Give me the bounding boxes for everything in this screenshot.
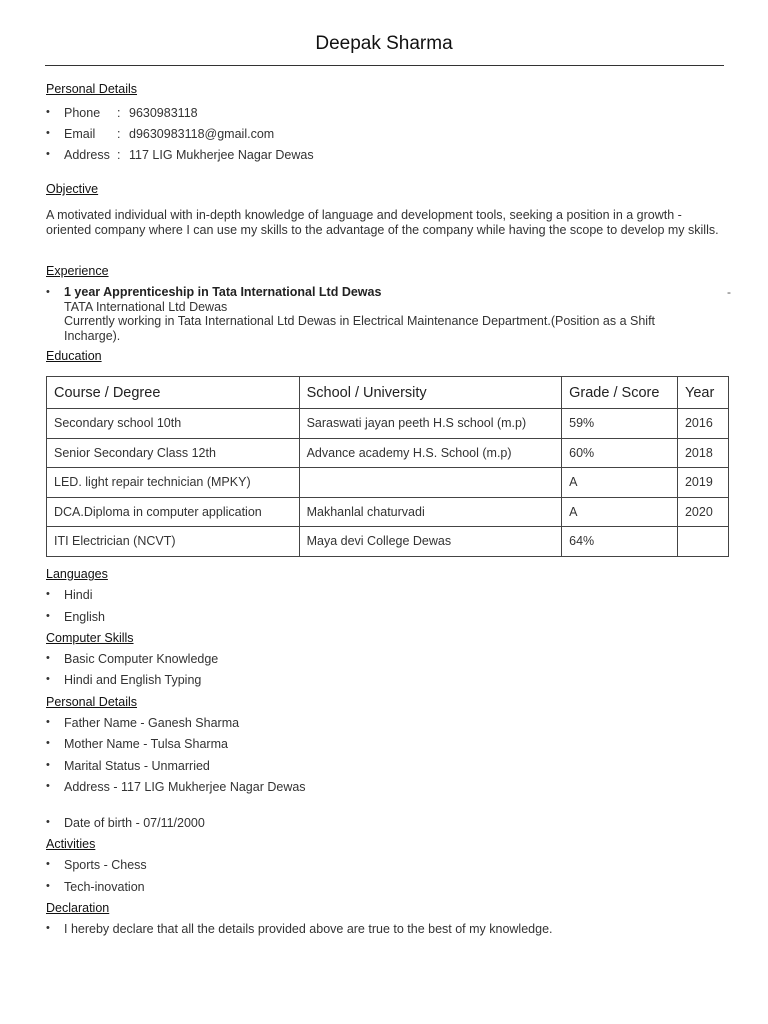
course-cell: ITI Electrician (NCVT) — [47, 527, 300, 557]
school-cell: Advance academy H.S. School (m.p) — [299, 438, 562, 468]
father-name: Father Name - Ganesh Sharma — [64, 716, 240, 730]
objective-heading: Objective — [46, 182, 99, 196]
header-divider — [45, 65, 724, 66]
year-cell: 2019 — [677, 468, 728, 498]
objective-text: A motivated individual with in-depth knowledge of language and development tools, seeking a position in a growth - oriented company where I can use my skills to the advantage of the company while having the scope to develop my skills. — [46, 208, 719, 237]
table-row — [47, 468, 729, 498]
email-sep: : — [117, 127, 121, 141]
phone-sep: : — [117, 106, 121, 120]
email-value: d9630983118@gmail.com — [129, 127, 275, 141]
bullet: • — [46, 286, 50, 298]
table-row — [47, 497, 729, 527]
column-header: School / University — [299, 377, 562, 409]
marital-status: Marital Status - Unmarried — [64, 759, 210, 773]
email-label: Email — [64, 127, 96, 141]
skill-item: Basic Computer Knowledge — [64, 652, 219, 666]
column-header: Year — [677, 377, 728, 409]
course-cell: Secondary school 10th — [47, 409, 300, 439]
phone-value: 9630983118 — [129, 106, 198, 120]
language-english: English — [64, 610, 105, 624]
candidate-name: Deepak Sharma — [315, 33, 453, 54]
year-cell — [677, 527, 728, 557]
address-label: Address — [64, 148, 110, 162]
activity-item: Tech-inovation — [64, 880, 145, 894]
language-hindi: Hindi — [64, 588, 93, 602]
personal-details-2-heading: Personal Details — [46, 695, 138, 709]
year-cell: 2016 — [677, 409, 728, 439]
experience-title: 1 year Apprenticeship in Tata International Ltd Dewas — [64, 285, 382, 299]
school-cell: Maya devi College Dewas — [299, 527, 562, 557]
education-header-row — [47, 377, 729, 409]
skill-item: Hindi and English Typing — [64, 673, 202, 687]
grade-cell: 59% — [562, 409, 678, 439]
activity-item: Sports - Chess — [64, 858, 147, 872]
experience-dash: - — [727, 285, 731, 299]
experience-heading: Experience — [46, 264, 109, 278]
languages-heading: Languages — [46, 567, 108, 581]
experience-description: Currently working in Tata International Ltd Dewas in Electrical Maintenance Department.(Position as a Shift Incharge). — [64, 314, 656, 343]
date-of-birth: Date of birth - 07/11/2000 — [64, 816, 205, 830]
course-cell: Senior Secondary Class 12th — [47, 438, 300, 468]
course-cell: LED. light repair technician (MPKY) — [47, 468, 300, 498]
mother-name: Mother Name - Tulsa Sharma — [64, 737, 228, 751]
declaration-heading: Declaration — [46, 901, 110, 915]
experience-company: TATA International Ltd Dewas — [64, 299, 228, 314]
education-heading: Education — [46, 349, 102, 363]
table-row — [47, 438, 729, 468]
table-row — [47, 409, 729, 439]
column-header: Grade / Score — [562, 377, 678, 409]
course-cell: DCA.Diploma in computer application — [47, 497, 300, 527]
activities-heading: Activities — [46, 837, 96, 851]
school-cell — [299, 468, 562, 498]
address-value: 117 LIG Mukherjee Nagar Dewas — [129, 148, 314, 162]
phone-label: Phone — [64, 106, 101, 120]
education-table — [46, 376, 729, 557]
address-sep: : — [117, 148, 121, 162]
year-cell: 2020 — [677, 497, 728, 527]
grade-cell: 64% — [562, 527, 678, 557]
computer-skills-heading: Computer Skills — [46, 631, 134, 645]
grade-cell: A — [562, 497, 678, 527]
address-detail: Address - 117 LIG Mukherjee Nagar Dewas — [64, 780, 306, 794]
school-cell: Makhanlal chaturvadi — [299, 497, 562, 527]
declaration-text: I hereby declare that all the details provided above are true to the best of my knowledge. — [64, 922, 553, 936]
year-cell: 2018 — [677, 438, 728, 468]
table-row — [47, 527, 729, 557]
grade-cell: 60% — [562, 438, 678, 468]
grade-cell: A — [562, 468, 678, 498]
school-cell: Saraswati jayan peeth H.S school (m.p) — [299, 409, 562, 439]
personal-details-heading: Personal Details — [46, 82, 138, 96]
column-header: Course / Degree — [47, 377, 300, 409]
